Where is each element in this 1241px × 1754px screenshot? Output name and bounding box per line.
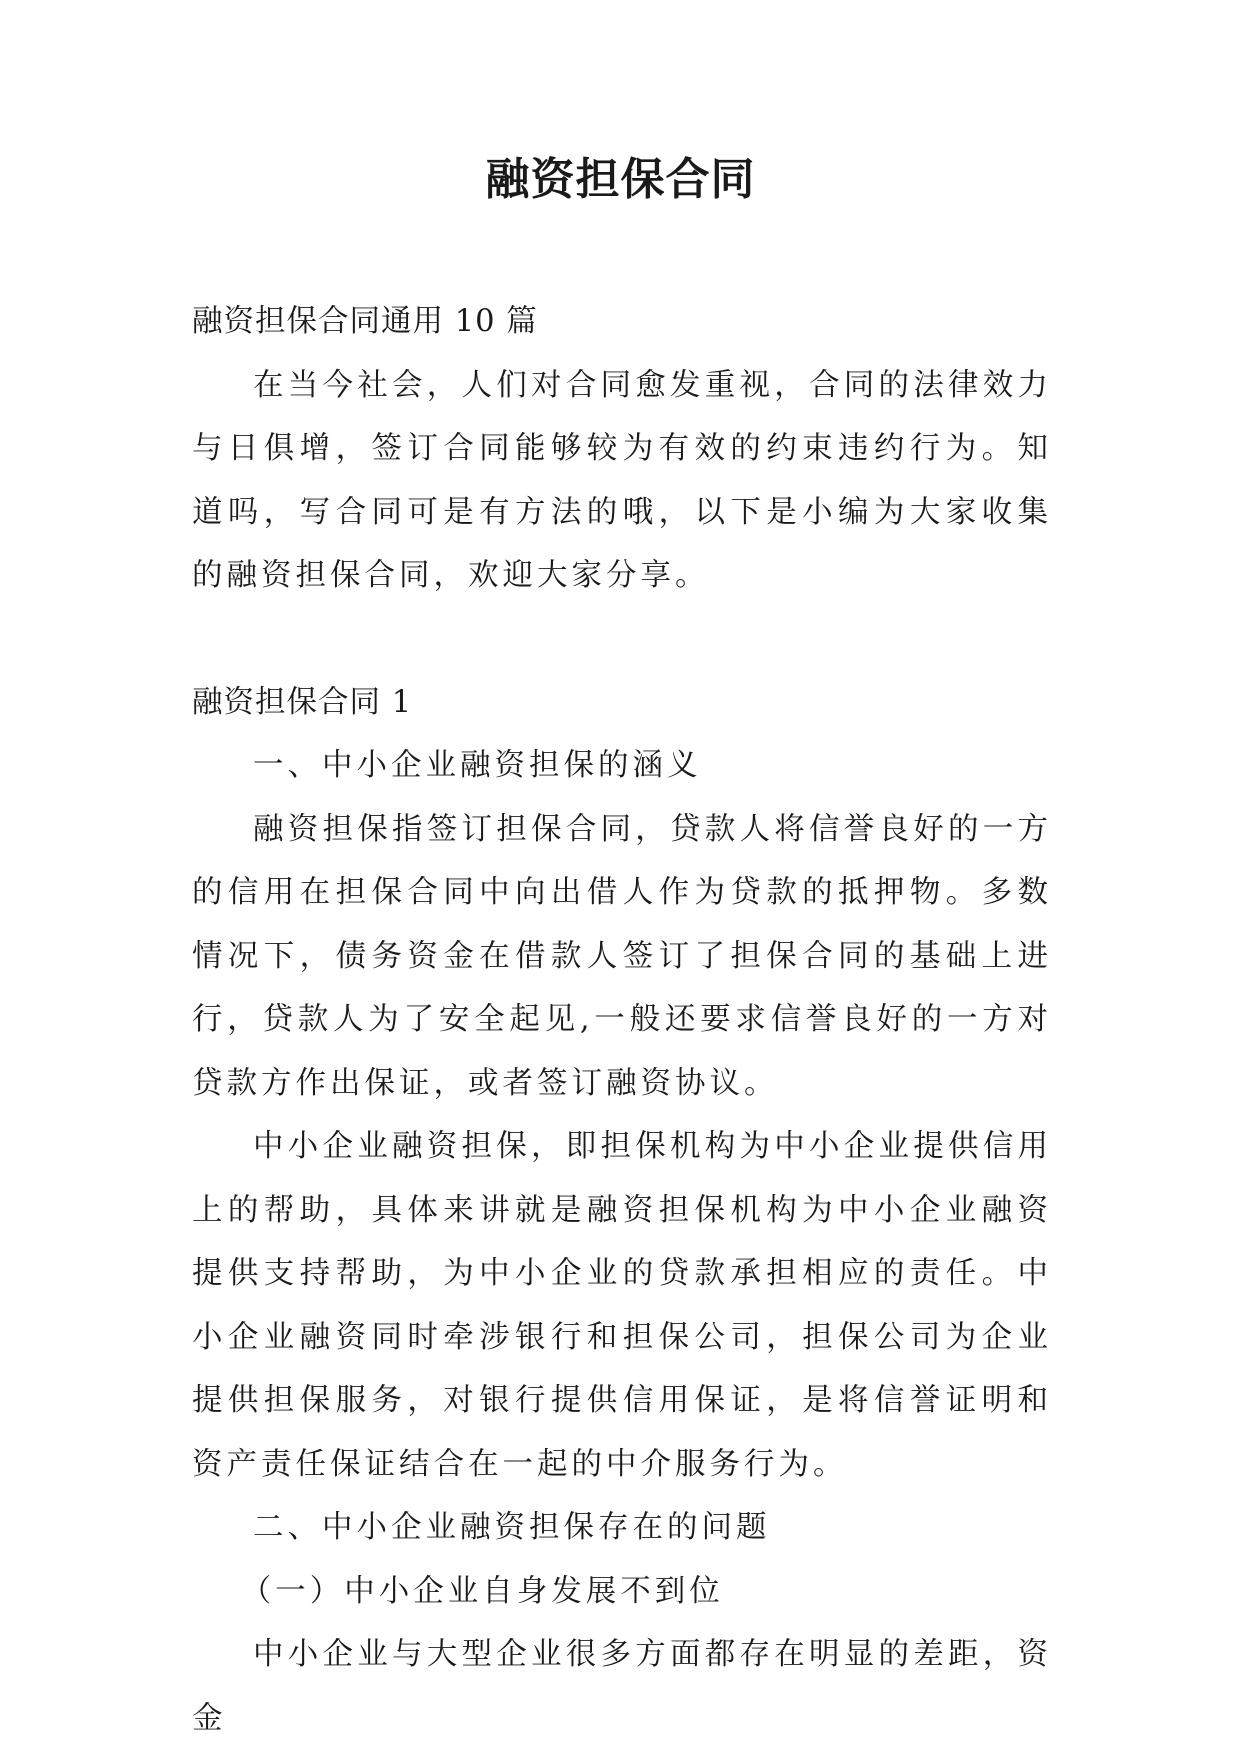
intro-paragraph: 在当今社会，人们对合同愈发重视，合同的法律效力与日俱增，签订合同能够较为有效的约束违约行为。知道吗，写合同可是有方法的哦，以下是小编为大家收集的融资担保合同，欢迎大家分享。 <box>192 367 1052 593</box>
part-heading: 一、中小企业融资担保的涵义 <box>253 748 702 783</box>
subsection-heading: （一）中小企业自身发展不到位 <box>240 1573 724 1609</box>
document-title: 融资担保合同 <box>485 154 756 205</box>
document-body <box>192 290 1052 1750</box>
body-paragraph: 中小企业与大型企业很多方面都存在明显的差距，资金 <box>192 1637 1052 1736</box>
section-spacer <box>192 608 1052 671</box>
section-heading: 融资担保合同 1 <box>192 684 413 720</box>
body-paragraph: 融资担保指签订担保合同，贷款人将信誉良好的一方的信用在担保合同中向出借人作为贷款的抵押物。多数情况下，债务资金在借款人签订了担保合同的基础上进行，贷款人为了安全起见,一般还要求信誉良好的一方对贷款方作出保证，或者签订融资协议。 <box>192 811 1052 1101</box>
document-subtitle: 融资担保合同通用 10 篇 <box>192 304 538 339</box>
body-paragraph: 中小企业融资担保，即担保机构为中小企业提供信用上的帮助，具体来讲就是融资担保机构为中小企业融资提供支持帮助，为中小企业的贷款承担相应的责任。中小企业融资同时牵涉银行和担保公司，担保公司为企业提供担保服务，对银行提供信用保证，是将信誉证明和资产责任保证结合在一起的中介服务行为。 <box>192 1129 1052 1482</box>
part-heading: 二、中小企业融资担保存在的问题 <box>253 1510 771 1545</box>
